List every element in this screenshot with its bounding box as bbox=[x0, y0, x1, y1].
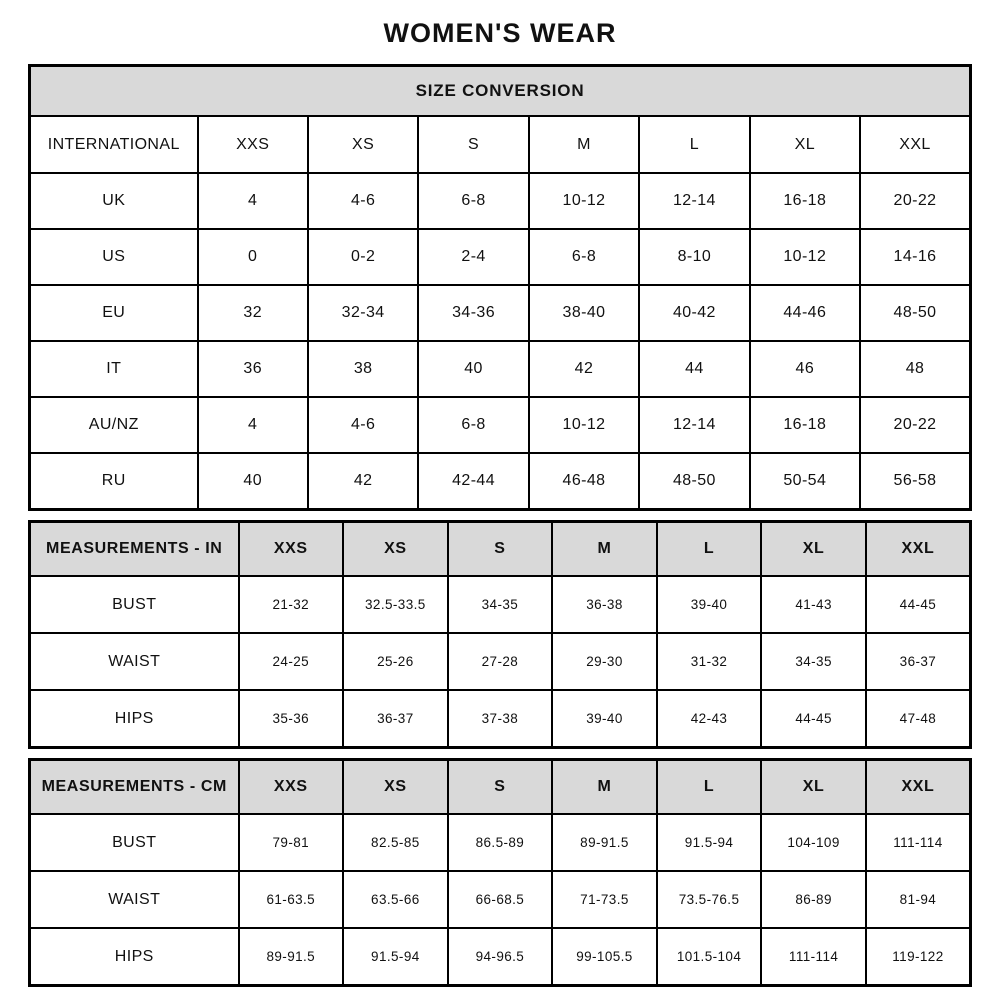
value-cell: 32-34 bbox=[308, 285, 418, 341]
value-cell: 48-50 bbox=[860, 285, 970, 341]
row-label: HIPS bbox=[30, 690, 239, 748]
size-column-header: XL bbox=[750, 116, 860, 173]
value-cell: 47-48 bbox=[866, 690, 971, 748]
corner-label: MEASUREMENTS - CM bbox=[30, 760, 239, 815]
value-cell: 86-89 bbox=[761, 871, 866, 928]
row-label: WAIST bbox=[30, 633, 239, 690]
value-cell: 63.5-66 bbox=[343, 871, 448, 928]
value-cell: 89-91.5 bbox=[552, 814, 657, 871]
table-header-row bbox=[30, 522, 971, 577]
value-cell: 38 bbox=[308, 341, 418, 397]
table-row bbox=[30, 690, 971, 748]
value-cell: 14-16 bbox=[860, 229, 970, 285]
row-label: US bbox=[30, 229, 198, 285]
value-cell: 42 bbox=[529, 341, 639, 397]
value-cell: 42-43 bbox=[657, 690, 762, 748]
value-cell: 81-94 bbox=[866, 871, 971, 928]
value-cell: 38-40 bbox=[529, 285, 639, 341]
value-cell: 42-44 bbox=[418, 453, 528, 510]
value-cell: 12-14 bbox=[639, 173, 749, 229]
row-label: HIPS bbox=[30, 928, 239, 986]
value-cell: 34-35 bbox=[448, 576, 553, 633]
table-header-row bbox=[30, 760, 971, 815]
size-column-header: XL bbox=[761, 522, 866, 577]
row-label: RU bbox=[30, 453, 198, 510]
table-row bbox=[30, 871, 971, 928]
value-cell: 4-6 bbox=[308, 173, 418, 229]
value-cell: 44 bbox=[639, 341, 749, 397]
value-cell: 27-28 bbox=[448, 633, 553, 690]
table-row bbox=[30, 928, 971, 986]
value-cell: 4 bbox=[198, 173, 308, 229]
value-cell: 31-32 bbox=[657, 633, 762, 690]
table-row bbox=[30, 229, 971, 285]
value-cell: 36-37 bbox=[343, 690, 448, 748]
measurements-in-table bbox=[28, 520, 972, 749]
value-cell: 91.5-94 bbox=[657, 814, 762, 871]
size-column-header: L bbox=[657, 522, 762, 577]
row-label: EU bbox=[30, 285, 198, 341]
size-column-header: M bbox=[552, 522, 657, 577]
value-cell: 39-40 bbox=[657, 576, 762, 633]
value-cell: 104-109 bbox=[761, 814, 866, 871]
value-cell: 82.5-85 bbox=[343, 814, 448, 871]
size-column-header: M bbox=[552, 760, 657, 815]
table-header-row bbox=[30, 116, 971, 173]
value-cell: 34-35 bbox=[761, 633, 866, 690]
value-cell: 111-114 bbox=[866, 814, 971, 871]
value-cell: 40 bbox=[198, 453, 308, 510]
value-cell: 20-22 bbox=[860, 397, 970, 453]
value-cell: 91.5-94 bbox=[343, 928, 448, 986]
value-cell: 41-43 bbox=[761, 576, 866, 633]
value-cell: 61-63.5 bbox=[239, 871, 344, 928]
row-label: IT bbox=[30, 341, 198, 397]
value-cell: 10-12 bbox=[750, 229, 860, 285]
value-cell: 34-36 bbox=[418, 285, 528, 341]
table-row bbox=[30, 576, 971, 633]
value-cell: 32 bbox=[198, 285, 308, 341]
value-cell: 99-105.5 bbox=[552, 928, 657, 986]
value-cell: 46 bbox=[750, 341, 860, 397]
value-cell: 16-18 bbox=[750, 397, 860, 453]
corner-label: INTERNATIONAL bbox=[30, 116, 198, 173]
value-cell: 29-30 bbox=[552, 633, 657, 690]
value-cell: 119-122 bbox=[866, 928, 971, 986]
value-cell: 36-37 bbox=[866, 633, 971, 690]
table-banner-row bbox=[30, 66, 971, 117]
table-banner: SIZE CONVERSION bbox=[30, 66, 971, 117]
value-cell: 66-68.5 bbox=[448, 871, 553, 928]
value-cell: 24-25 bbox=[239, 633, 344, 690]
table-row bbox=[30, 633, 971, 690]
value-cell: 4 bbox=[198, 397, 308, 453]
value-cell: 6-8 bbox=[418, 173, 528, 229]
value-cell: 42 bbox=[308, 453, 418, 510]
value-cell: 89-91.5 bbox=[239, 928, 344, 986]
size-column-header: XXS bbox=[198, 116, 308, 173]
value-cell: 32.5-33.5 bbox=[343, 576, 448, 633]
value-cell: 46-48 bbox=[529, 453, 639, 510]
value-cell: 12-14 bbox=[639, 397, 749, 453]
value-cell: 73.5-76.5 bbox=[657, 871, 762, 928]
size-column-header: XL bbox=[761, 760, 866, 815]
size-column-header: XS bbox=[308, 116, 418, 173]
size-column-header: XXS bbox=[239, 760, 344, 815]
value-cell: 86.5-89 bbox=[448, 814, 553, 871]
value-cell: 44-45 bbox=[761, 690, 866, 748]
table-row bbox=[30, 397, 971, 453]
value-cell: 48-50 bbox=[639, 453, 749, 510]
value-cell: 0-2 bbox=[308, 229, 418, 285]
table-row bbox=[30, 814, 971, 871]
value-cell: 8-10 bbox=[639, 229, 749, 285]
value-cell: 101.5-104 bbox=[657, 928, 762, 986]
value-cell: 36 bbox=[198, 341, 308, 397]
row-label: AU/NZ bbox=[30, 397, 198, 453]
value-cell: 71-73.5 bbox=[552, 871, 657, 928]
value-cell: 40-42 bbox=[639, 285, 749, 341]
size-column-header: XXS bbox=[239, 522, 344, 577]
value-cell: 37-38 bbox=[448, 690, 553, 748]
value-cell: 79-81 bbox=[239, 814, 344, 871]
value-cell: 35-36 bbox=[239, 690, 344, 748]
value-cell: 36-38 bbox=[552, 576, 657, 633]
row-label: UK bbox=[30, 173, 198, 229]
size-column-header: S bbox=[448, 760, 553, 815]
value-cell: 40 bbox=[418, 341, 528, 397]
value-cell: 4-6 bbox=[308, 397, 418, 453]
size-column-header: S bbox=[418, 116, 528, 173]
row-label: BUST bbox=[30, 814, 239, 871]
size-column-header: S bbox=[448, 522, 553, 577]
value-cell: 10-12 bbox=[529, 173, 639, 229]
size-column-header: L bbox=[639, 116, 749, 173]
value-cell: 21-32 bbox=[239, 576, 344, 633]
corner-label: MEASUREMENTS - IN bbox=[30, 522, 239, 577]
row-label: BUST bbox=[30, 576, 239, 633]
row-label: WAIST bbox=[30, 871, 239, 928]
value-cell: 0 bbox=[198, 229, 308, 285]
value-cell: 16-18 bbox=[750, 173, 860, 229]
value-cell: 48 bbox=[860, 341, 970, 397]
size-column-header: XS bbox=[343, 522, 448, 577]
value-cell: 39-40 bbox=[552, 690, 657, 748]
size-column-header: XXL bbox=[866, 760, 971, 815]
measurements-cm-table bbox=[28, 758, 972, 987]
value-cell: 56-58 bbox=[860, 453, 970, 510]
table-row bbox=[30, 341, 971, 397]
value-cell: 111-114 bbox=[761, 928, 866, 986]
table-row bbox=[30, 285, 971, 341]
value-cell: 25-26 bbox=[343, 633, 448, 690]
value-cell: 94-96.5 bbox=[448, 928, 553, 986]
value-cell: 50-54 bbox=[750, 453, 860, 510]
size-column-header: L bbox=[657, 760, 762, 815]
value-cell: 6-8 bbox=[529, 229, 639, 285]
size-column-header: XXL bbox=[860, 116, 970, 173]
value-cell: 10-12 bbox=[529, 397, 639, 453]
page-title: WOMEN'S WEAR bbox=[383, 18, 617, 48]
size-column-header: XS bbox=[343, 760, 448, 815]
size-conversion-table bbox=[28, 64, 972, 511]
value-cell: 44-46 bbox=[750, 285, 860, 341]
value-cell: 20-22 bbox=[860, 173, 970, 229]
value-cell: 6-8 bbox=[418, 397, 528, 453]
size-column-header: XXL bbox=[866, 522, 971, 577]
size-column-header: M bbox=[529, 116, 639, 173]
table-row bbox=[30, 173, 971, 229]
value-cell: 2-4 bbox=[418, 229, 528, 285]
value-cell: 44-45 bbox=[866, 576, 971, 633]
table-row bbox=[30, 453, 971, 510]
